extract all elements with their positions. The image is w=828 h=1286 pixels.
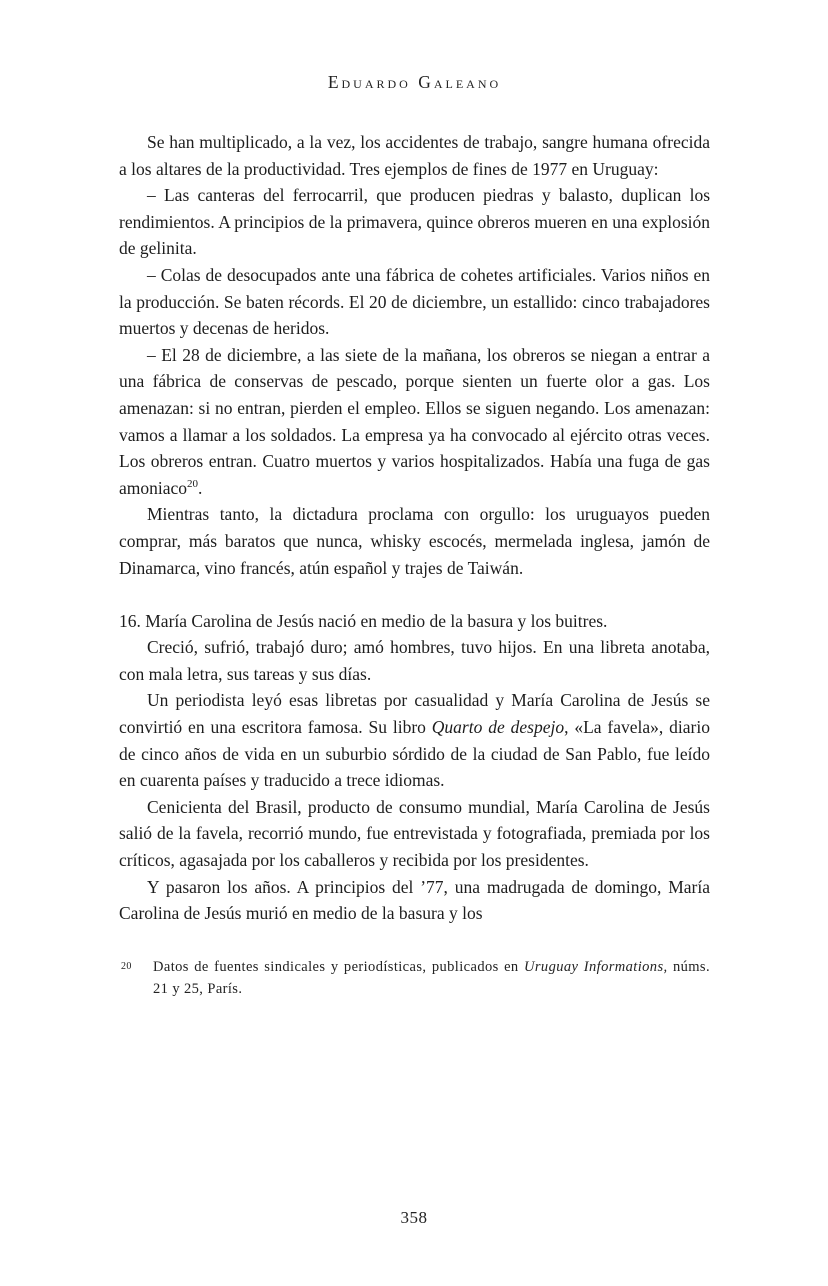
footnote-marker: 20 — [121, 960, 132, 972]
text-segment: – El 28 de diciembre, a las siete de la mañana, los obreros se niegan a entrar a una fábrica de conservas de pescado, porque sienten un fuerte olor a gas. Los amenazan: si no entran, pierden el empleo. Ellos se siguen negando. Los amenazan: vamos a llamar a los soldados. La empresa ya ha convocado al ejército otras veces. Los obreros entran. Cuatro muertos y varios hospitalizados. Había una fuga de gas amoniaco — [119, 344, 710, 498]
paragraph — [119, 687, 710, 793]
text-segment: Datos de fuentes sindicales y periodísticas, publicados en — [153, 958, 524, 975]
paragraph — [119, 262, 710, 342]
footnote-reference: 20 — [187, 477, 199, 490]
text-segment: Un periodista leyó esas libretas por casualidad y María Carolina de Jesús se convirtió en una escritora famosa. Su libro — [119, 690, 710, 738]
paragraph — [119, 182, 710, 262]
text-segment: Se han multiplicado, a la vez, los accidentes de trabajo, sangre humana ofrecida a los altares de la productividad. Tres ejemplos de fines de 1977 en Uruguay: — [119, 132, 710, 179]
paragraph — [119, 129, 710, 182]
paragraph — [119, 634, 710, 687]
text-segment: núms. 21 y 25, París. — [153, 958, 710, 997]
text-segment: Quarto de despejo — [431, 717, 565, 738]
footnote-text — [153, 959, 710, 997]
text-segment: . — [198, 477, 203, 498]
paragraph — [119, 874, 710, 927]
text-segment: Creció, sufrió, trabajó duro; amó hombres, tuvo hijos. En una libreta anotaba, con mala letra, sus tareas y sus días. — [119, 637, 710, 684]
paragraph — [119, 608, 710, 635]
text-segment: – Las canteras del ferrocarril, que producen piedras y balasto, duplican los rendimientos. A principios de la primavera, quince obreros mueren en una explosión de gelinita. — [119, 185, 710, 259]
text-segment: Y pasaron los años. A principios del ’77, una madrugada de domingo, María Carolina de Jesús murió en medio de la basura y los — [119, 876, 710, 924]
page-number: 358 — [400, 1208, 428, 1227]
paragraph — [119, 794, 710, 874]
footnote — [119, 957, 710, 1001]
text-segment: Mientras tanto, la dictadura proclama con orgullo: los uruguayos pueden comprar, más baratos que nunca, whisky escocés, mermelada inglesa, jamón de Dinamarca, vino francés, atún español y trajes de Taiwán. — [119, 504, 710, 578]
text-segment: , «La favela», diario de cinco años de vida en un suburbio sórdido de la ciudad de San Pablo, fue leído en cuarenta países y traducido a trece idiomas. — [119, 717, 710, 791]
paragraph — [119, 501, 710, 581]
text-segment: 16. María Carolina de Jesús nació en medio de la basura y los buitres. — [119, 610, 608, 631]
text-segment: Uruguay Informations, — [524, 958, 668, 975]
body-text — [119, 129, 710, 927]
text-segment: – Colas de desocupados ante una fábrica de cohetes artificiales. Varios niños en la producción. Se baten récords. El 20 de diciembre, un estallido: cinco trabajadores muertos y decenas de heridos. — [119, 264, 710, 339]
text-segment: Cenicienta del Brasil, producto de consumo mundial, María Carolina de Jesús salió de la favela, recorrió mundo, fue entrevistada y fotografiada, premiada por los críticos, agasajada por los caballeros y recibida por los presidentes. — [119, 796, 710, 871]
running-header-author: Eduardo Galeano — [327, 72, 502, 92]
paragraph — [119, 342, 710, 502]
